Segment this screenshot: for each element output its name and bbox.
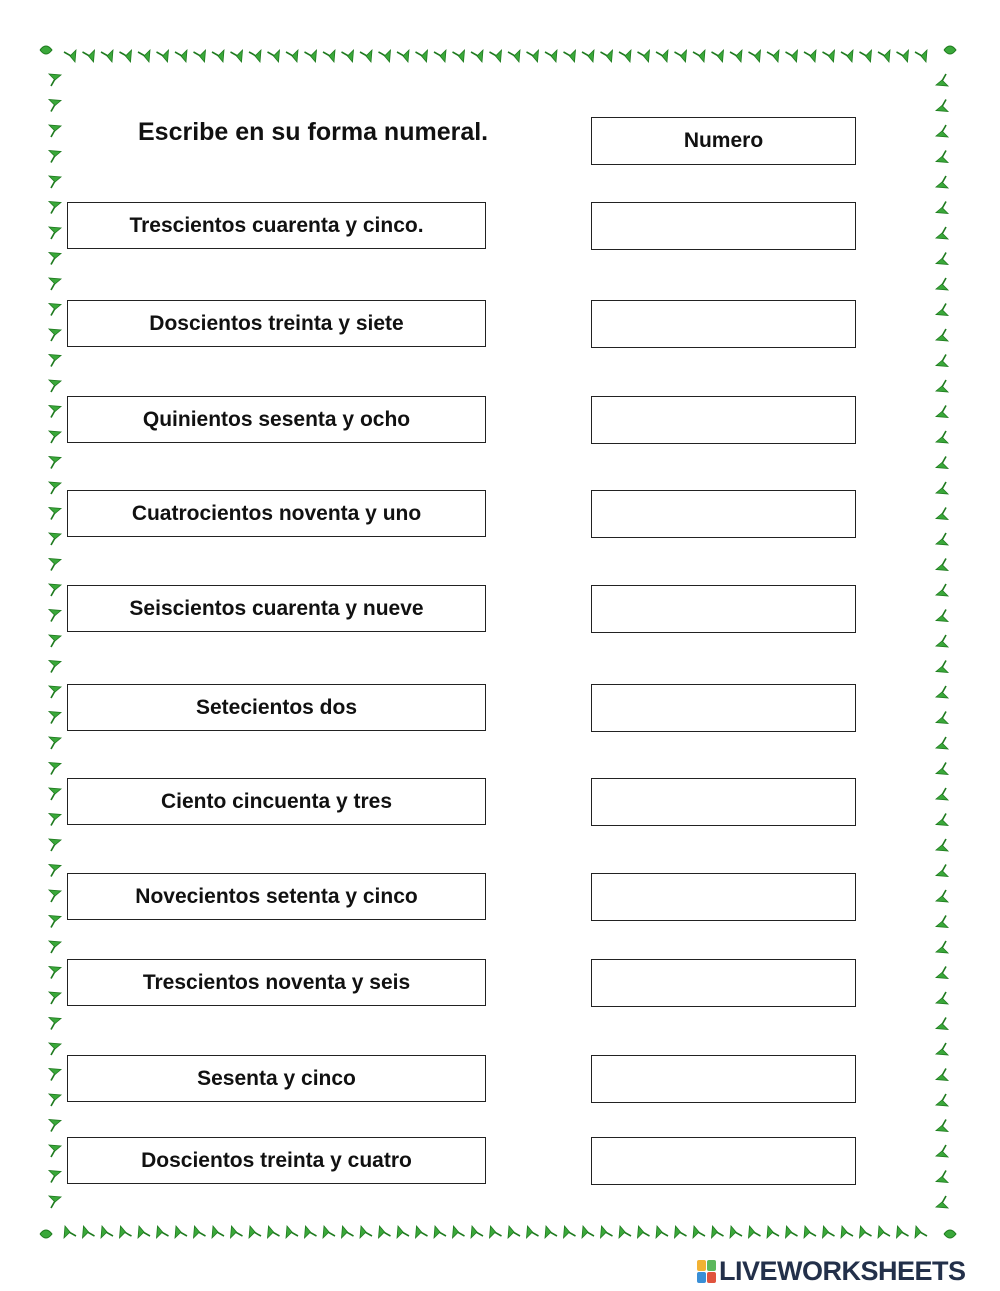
leaf-vine-icon [268,1226,280,1238]
leaf-vine-icon [49,1018,61,1030]
leaf-vine-icon [936,1120,948,1132]
leaf-vine-icon [936,278,948,290]
leaf-vine-icon [897,1226,909,1238]
leaf-vine-icon [49,916,61,928]
leaf-vine-icon [49,941,61,953]
leaf-vine-icon [936,686,948,698]
leaf-vine-icon [49,533,61,545]
leaf-vine-icon [101,50,113,62]
answer-input-5[interactable] [591,585,856,633]
leaf-vine-icon [397,1226,409,1238]
leaf-vine-icon [49,814,61,826]
leaf-vine-icon [49,635,61,647]
leaf-vine-icon [915,1226,927,1238]
leaf-vine-icon [804,1226,816,1238]
leaf-vine-icon [582,50,594,62]
leaf-vine-icon [582,1226,594,1238]
leaf-vine-icon [936,125,948,137]
answer-input-10[interactable] [591,1055,856,1103]
leaf-vine-icon [936,1069,948,1081]
leaf-vine-icon [936,1145,948,1157]
leaf-vine-icon [379,50,391,62]
leaf-vine-icon [360,1226,372,1238]
leaf-vine-icon [936,967,948,979]
answer-input-9[interactable] [591,959,856,1007]
leaf-vine-icon [936,329,948,341]
leaf-vine-icon [823,50,835,62]
leaf-vine-icon [508,1226,520,1238]
leaf-vine-icon [897,50,909,62]
leaf-vine-icon [305,50,317,62]
leaf-vine-icon [286,50,298,62]
corner-curl-icon [40,1230,52,1238]
leaf-vine-icon [936,1094,948,1106]
leaf-vine-icon [936,482,948,494]
leaf-vine-icon [212,50,224,62]
leaf-vine-icon [601,50,613,62]
worksheet-title: Escribe en su forma numeral. [138,118,489,146]
leaf-vine-icon [286,1226,298,1238]
leaf-vine-icon [231,1226,243,1238]
leaf-vine-icon [860,1226,872,1238]
leaf-vine-icon [936,661,948,673]
leaf-vine-icon [49,151,61,163]
leaf-vine-icon [936,839,948,851]
answer-input-1[interactable] [591,202,856,250]
leaf-vine-icon [49,712,61,724]
leaf-vine-icon [83,1226,95,1238]
leaf-vine-icon [471,1226,483,1238]
leaf-vine-icon [767,50,779,62]
leaf-vine-icon [64,50,76,62]
leaf-vine-icon [936,635,948,647]
leaf-vine-icon [64,1226,76,1238]
leaf-vine-icon [841,1226,853,1238]
leaf-vine-icon [712,1226,724,1238]
leaf-vine-icon [49,100,61,112]
leaf-vine-icon [49,253,61,265]
leaf-vine-icon [49,406,61,418]
leaf-vine-icon [767,1226,779,1238]
leaf-vine-icon [786,1226,798,1238]
leaf-vine-icon [305,1226,317,1238]
leaf-vine-icon [823,1226,835,1238]
leaf-vine-icon [936,814,948,826]
number-word-5: Seiscientos cuarenta y nueve [67,585,486,632]
leaf-vine-icon [453,1226,465,1238]
answer-input-3[interactable] [591,396,856,444]
number-word-3: Quinientos sesenta y ocho [67,396,486,443]
leaf-vine-icon [49,74,61,86]
leaf-vine-icon [564,50,576,62]
leaf-vine-icon [527,1226,539,1238]
leaf-vine-icon [49,176,61,188]
leaf-vine-icon [936,737,948,749]
number-word-10: Sesenta y cinco [67,1055,486,1102]
leaf-vine-icon [49,839,61,851]
leaf-vine-icon [157,1226,169,1238]
answer-input-2[interactable] [591,300,856,348]
leaf-vine-icon [49,1120,61,1132]
leaf-vine-icon [936,916,948,928]
leaf-vine-icon [936,176,948,188]
leaf-vine-icon [936,431,948,443]
leaf-vine-icon [49,584,61,596]
leaf-vine-icon [936,890,948,902]
leaf-vine-icon [936,508,948,520]
leaf-vine-icon [268,50,280,62]
leaf-vine-icon [49,788,61,800]
leaf-vine-icon [564,1226,576,1238]
leaf-vine-icon [49,304,61,316]
number-word-9: Trescientos noventa y seis [67,959,486,1006]
corner-curl-icon [40,46,52,54]
leaf-vine-icon [936,1018,948,1030]
leaf-vine-icon [936,227,948,239]
leaf-vine-icon [49,227,61,239]
leaf-vine-icon [49,737,61,749]
answer-input-6[interactable] [591,684,856,732]
leaf-vine-icon [693,1226,705,1238]
leaf-vine-icon [936,457,948,469]
leaf-vine-icon [878,50,890,62]
leaf-vine-icon [49,278,61,290]
leaf-vine-icon [120,50,132,62]
leaf-vine-icon [49,890,61,902]
leaf-vine-icon [49,992,61,1004]
leaf-vine-icon [397,50,409,62]
leaf-vine-icon [49,202,61,214]
leaf-vine-icon [83,50,95,62]
number-word-1: Trescientos cuarenta y cinco. [67,202,486,249]
leaf-vine-icon [936,1043,948,1055]
leaf-vine-icon [49,1043,61,1055]
leaf-vine-icon [471,50,483,62]
leaf-vine-icon [656,50,668,62]
number-word-2: Doscientos treinta y siete [67,300,486,347]
leaf-vine-icon [231,50,243,62]
leaf-vine-icon [416,1226,428,1238]
leaf-vine-icon [49,508,61,520]
leaf-vine-icon [936,253,948,265]
number-word-7: Ciento cincuenta y tres [67,778,486,825]
leaf-vine-icon [49,329,61,341]
leaf-vine-icon [101,1226,113,1238]
leaf-vine-icon [490,50,502,62]
answer-input-11[interactable] [591,1137,856,1185]
leaf-vine-icon [936,610,948,622]
leaf-vine-icon [804,50,816,62]
leaf-vine-icon [638,50,650,62]
leaf-vine-icon [936,533,948,545]
leaf-vine-icon [936,304,948,316]
leaf-vine-icon [490,1226,502,1238]
leaf-vine-icon [342,50,354,62]
number-word-6: Setecientos dos [67,684,486,731]
leaf-vine-icon [49,967,61,979]
leaf-vine-icon [675,50,687,62]
number-word-8: Novecientos setenta y cinco [67,873,486,920]
leaf-vine-icon [749,1226,761,1238]
leaf-vine-icon [936,380,948,392]
leaf-vine-icon [323,1226,335,1238]
leaf-vine-icon [508,50,520,62]
leaf-vine-icon [936,1171,948,1183]
leaf-vine-icon [545,1226,557,1238]
leaf-vine-icon [323,50,335,62]
leaf-vine-icon [49,610,61,622]
leaf-vine-icon [360,50,372,62]
corner-curl-icon [944,1230,956,1238]
leaf-vine-icon [915,50,927,62]
number-word-4: Cuatrocientos noventa y uno [67,490,486,537]
number-word-11: Doscientos treinta y cuatro [67,1137,486,1184]
leaf-vine-icon [49,355,61,367]
leaf-vine-icon [936,992,948,1004]
leaf-vine-icon [379,1226,391,1238]
leaf-vine-icon [730,1226,742,1238]
leaf-vine-icon [936,74,948,86]
liveworksheets-mark-icon [697,1260,716,1283]
leaf-vine-icon [936,406,948,418]
leaf-vine-icon [619,1226,631,1238]
leaf-vine-icon [49,763,61,775]
leaf-vine-icon [619,50,631,62]
leaf-vine-icon [730,50,742,62]
liveworksheets-logo [697,1255,966,1287]
leaf-vine-icon [49,1094,61,1106]
answer-input-4[interactable] [591,490,856,538]
leaf-vine-icon [157,50,169,62]
leaf-vine-icon [49,431,61,443]
leaf-vine-icon [936,202,948,214]
leaf-vine-icon [656,1226,668,1238]
leaf-vine-icon [936,712,948,724]
leaf-vine-icon [693,50,705,62]
leaf-vine-icon [786,50,798,62]
leaf-vine-icon [527,50,539,62]
leaf-vine-icon [138,50,150,62]
leaf-vine-icon [453,50,465,62]
leaf-vine-icon [49,1171,61,1183]
leaf-vine-icon [878,1226,890,1238]
leaf-vine-icon [249,1226,261,1238]
answer-input-8[interactable] [591,873,856,921]
leaf-vine-icon [175,1226,187,1238]
leaf-vine-icon [49,865,61,877]
leaf-vine-icon [675,1226,687,1238]
leaf-vine-icon [49,1069,61,1081]
leaf-vine-icon [49,559,61,571]
leaf-vine-icon [749,50,761,62]
leaf-vine-icon [434,1226,446,1238]
leaf-vine-icon [194,1226,206,1238]
leaf-vine-icon [49,1145,61,1157]
leaf-vine-icon [936,941,948,953]
leaf-vine-icon [49,380,61,392]
leaf-vine-icon [49,661,61,673]
leaf-vine-icon [841,50,853,62]
leaf-vine-icon [49,482,61,494]
leaf-vine-icon [712,50,724,62]
answer-column-header: Numero [591,117,856,165]
leaf-vine-icon [249,50,261,62]
leaf-vine-icon [936,763,948,775]
answer-input-7[interactable] [591,778,856,826]
leaf-vine-icon [120,1226,132,1238]
leaf-vine-icon [545,50,557,62]
leaf-vine-icon [416,50,428,62]
leaf-vine-icon [49,125,61,137]
corner-curl-icon [944,46,956,54]
leaf-vine-icon [601,1226,613,1238]
leaf-vine-icon [49,1196,61,1208]
leaf-vine-icon [936,151,948,163]
leaf-vine-icon [936,1196,948,1208]
leaf-vine-icon [936,584,948,596]
leaf-vine-icon [194,50,206,62]
leaf-vine-icon [860,50,872,62]
leaf-vine-icon [49,457,61,469]
leaf-vine-icon [49,686,61,698]
leaf-vine-icon [138,1226,150,1238]
leaf-vine-icon [936,559,948,571]
leaf-vine-icon [936,865,948,877]
leaf-vine-icon [434,50,446,62]
leaf-vine-icon [936,100,948,112]
leaf-vine-icon [342,1226,354,1238]
leaf-vine-icon [175,50,187,62]
leaf-vine-icon [936,788,948,800]
leaf-vine-icon [638,1226,650,1238]
logo-text: LIVEWORKSHEETS [719,1255,966,1286]
leaf-vine-icon [212,1226,224,1238]
leaf-vine-icon [936,355,948,367]
